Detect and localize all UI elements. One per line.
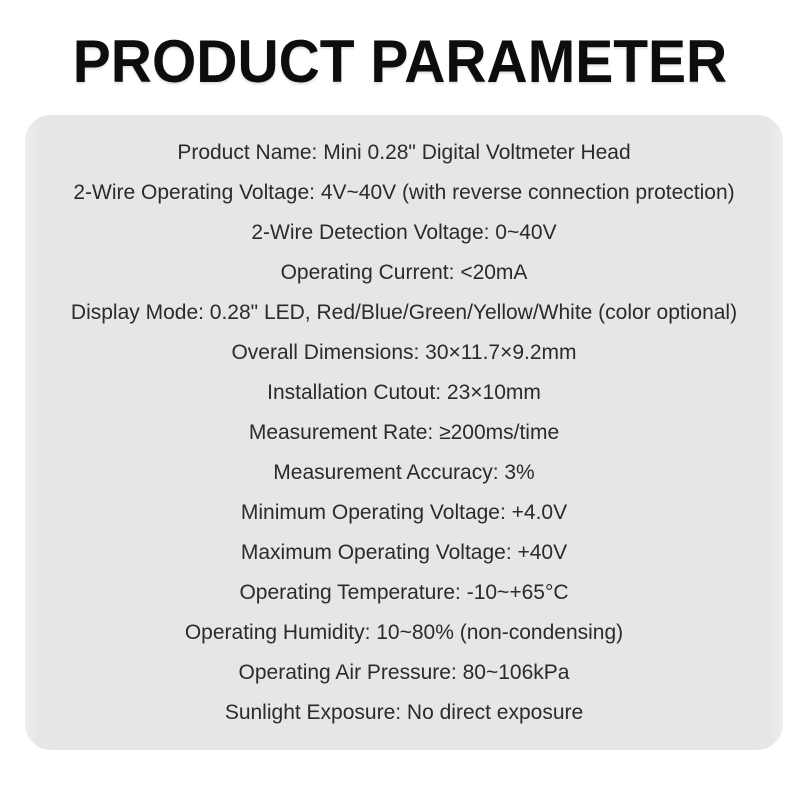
spec-line-overall-dimensions: Overall Dimensions: 30×11.7×9.2mm: [231, 340, 577, 364]
spec-line-installation-cutout: Installation Cutout: 23×10mm: [267, 380, 541, 404]
spec-line-operating-humidity: Operating Humidity: 10~80% (non-condensing): [184, 620, 624, 644]
spec-line-operating-temperature: Operating Temperature: -10~+65°C: [239, 580, 569, 604]
spec-line-detection-voltage: 2-Wire Detection Voltage: 0~40V: [251, 220, 557, 244]
spec-line-minimum-operating-voltage: Minimum Operating Voltage: +4.0V: [240, 500, 568, 524]
spec-panel: [25, 115, 783, 750]
spec-line-operating-air-pressure: Operating Air Pressure: 80~106kPa: [238, 660, 570, 684]
spec-line-measurement-rate: Measurement Rate: ≥200ms/time: [248, 420, 560, 444]
spec-line-operating-voltage: 2-Wire Operating Voltage: 4V~40V (with reverse connection protection): [73, 180, 735, 204]
spec-line-display-mode: Display Mode: 0.28" LED, Red/Blue/Green/Yellow/White (color optional): [70, 300, 738, 324]
spec-line-sunlight-exposure: Sunlight Exposure: No direct exposure: [224, 700, 584, 724]
spec-line-measurement-accuracy: Measurement Accuracy: 3%: [273, 460, 535, 484]
spec-line-product-name: Product Name: Mini 0.28" Digital Voltmeter Head: [177, 140, 631, 164]
spec-line-operating-current: Operating Current: <20mA: [280, 260, 528, 284]
spec-line-maximum-operating-voltage: Maximum Operating Voltage: +40V: [240, 540, 568, 564]
page-title: PRODUCT PARAMETER: [72, 28, 728, 95]
